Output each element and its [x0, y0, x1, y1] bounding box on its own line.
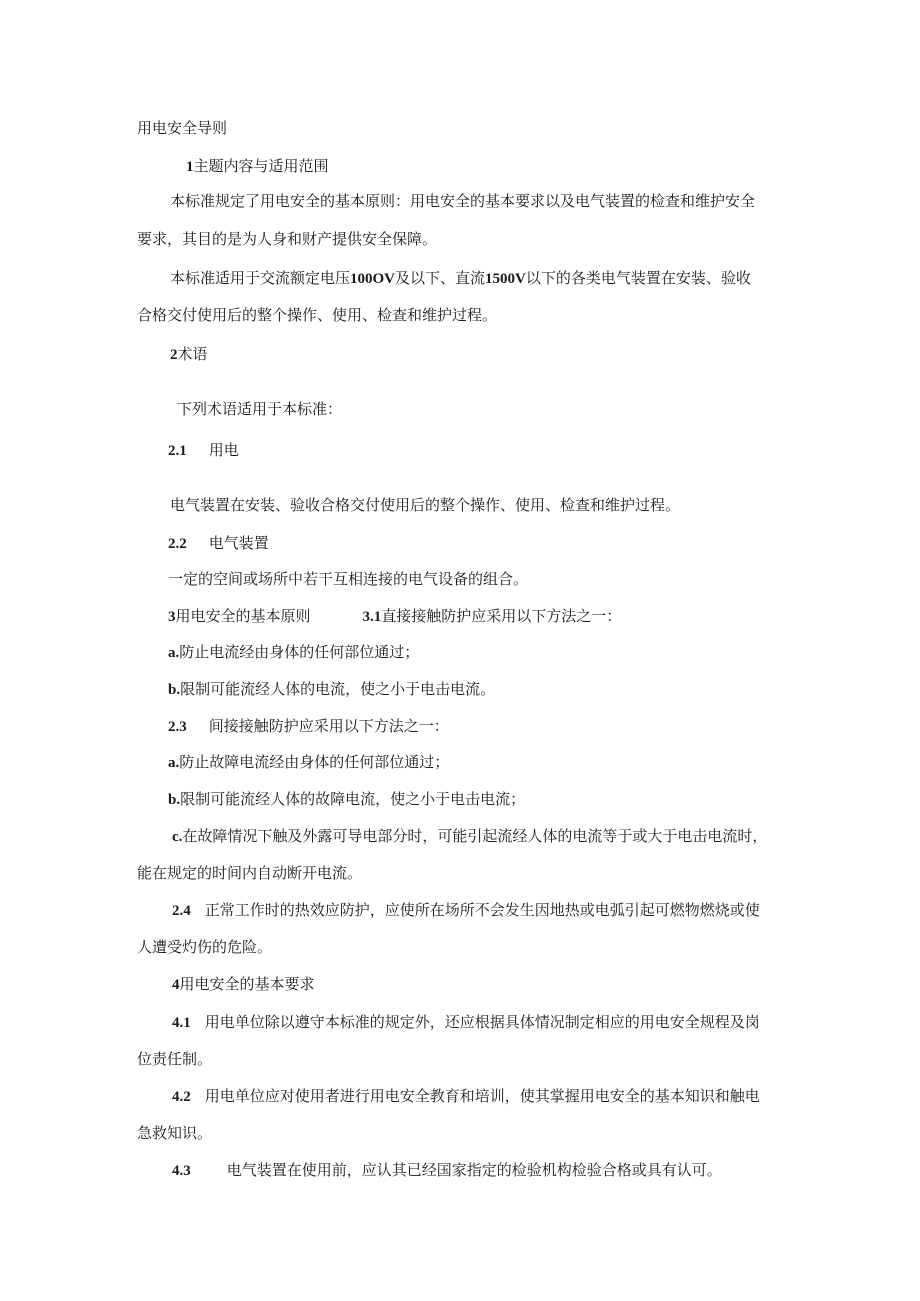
section-4-heading [172, 974, 315, 995]
term-label: 用电 [208, 441, 239, 459]
paragraph-line: 急救知识。 [137, 1124, 213, 1142]
item-marker: b. [168, 792, 181, 808]
clause-text: 用电单位应对使用者进行用电安全教育和培训，使其掌握用电安全的基本知识和触电 [204, 1087, 760, 1105]
list-item [168, 679, 495, 700]
paragraph-line: 位责任制。 [137, 1050, 213, 1068]
list-item [168, 789, 525, 810]
term-definition: 电气装置在安装、验收合格交付使用后的整个操作、使用、检查和维护过程。 [170, 496, 681, 514]
voltage-value: 1500V [485, 271, 526, 287]
clause-4-3 [172, 1160, 722, 1181]
doc-title: 用电安全导则 [137, 119, 228, 137]
clause-text: 用电单位除以遵守本标准的规定外，还应根据具体情况制定相应的用电安全规程及岗 [204, 1013, 760, 1031]
clause-number: 4.3 [172, 1163, 191, 1179]
item-marker: a. [168, 645, 180, 661]
text-run: 以下的各类电气装置在安装、验收 [525, 269, 751, 287]
list-item [172, 826, 767, 847]
clause-number: 2.3 [168, 719, 187, 735]
section-3-heading [168, 606, 621, 627]
item-text: 防止电流经由身体的任何部位通过； [179, 643, 420, 661]
item-text: 限制可能流经人体的电流，使之小于电击电流。 [180, 680, 496, 698]
term-2-2 [168, 533, 269, 554]
section-title: 用电安全的基本要求 [179, 975, 315, 993]
item-text: 限制可能流经人体的故障电流，使之小于电击电流； [180, 790, 526, 808]
item-marker: c. [172, 829, 183, 845]
clause-number: 4.1 [172, 1015, 191, 1031]
text-run: 及以下、直流 [395, 269, 486, 287]
paragraph-line [170, 268, 751, 289]
clause-number: 2.4 [172, 903, 191, 919]
voltage-value: 100OV [350, 271, 396, 287]
clause-text: 电气装置在使用前，应认其已经国家指定的检验机构检验合格或具有认可。 [226, 1161, 722, 1179]
paragraph-line: 要求，其目的是为人身和财产提供安全保障。 [137, 230, 438, 248]
terms-intro: 下列术语适用于本标准： [177, 400, 343, 418]
section-title: 术语 [177, 345, 208, 363]
section-number: 1 [186, 159, 194, 175]
paragraph-line: 人遭受灼伤的危险。 [137, 938, 273, 956]
clause-number: 4.2 [172, 1089, 191, 1105]
item-marker: a. [168, 755, 180, 771]
paragraph-line: 能在规定的时间内自动断开电流。 [137, 864, 363, 882]
clause-4-2 [172, 1086, 760, 1107]
section-number: 2 [170, 347, 178, 363]
clause-number: 3.1 [362, 609, 382, 625]
section-number: 4 [172, 977, 180, 993]
clause-text: 间接接触防护应采用以下方法之一： [208, 717, 449, 735]
list-item [168, 752, 449, 773]
section-1-heading [186, 156, 329, 177]
section-2-heading [170, 344, 208, 365]
paragraph-line: 本标准规定了用电安全的基本原则：用电安全的基本要求以及电气装置的检查和维护安全 [170, 192, 756, 210]
clause-text: 正常工作时的热效应防护，应使所在场所不会发生因地热或电弧引起可燃物燃烧或使 [204, 901, 760, 919]
clause-number: 2.1 [168, 443, 187, 459]
item-text: 防止故障电流经由身体的任何部位通过； [179, 753, 450, 771]
clause-2-4 [172, 900, 760, 921]
term-definition: 一定的空间或场所中若干互相连接的电气设备的组合。 [168, 570, 529, 588]
term-label: 电气装置 [208, 534, 269, 552]
text-run: 本标准适用于交流额定电压 [170, 269, 351, 287]
item-text: 在故障情况下触及外露可导电部分时，可能引起流经人体的电流等于或大于电击电流时， [182, 827, 768, 845]
term-2-1 [168, 440, 239, 461]
clause-4-1 [172, 1012, 760, 1033]
clause-number: 2.2 [168, 536, 187, 552]
clause-2-3 [168, 716, 449, 737]
list-item [168, 642, 419, 663]
section-title: 用电安全的基本原则 [175, 607, 311, 625]
section-title: 主题内容与适用范围 [193, 157, 329, 175]
section-number: 3 [168, 609, 176, 625]
paragraph-line: 合格交付使用后的整个操作、使用、检查和维护过程。 [137, 306, 498, 324]
clause-text: 直接接触防护应采用以下方法之一： [381, 607, 622, 625]
item-marker: b. [168, 682, 181, 698]
